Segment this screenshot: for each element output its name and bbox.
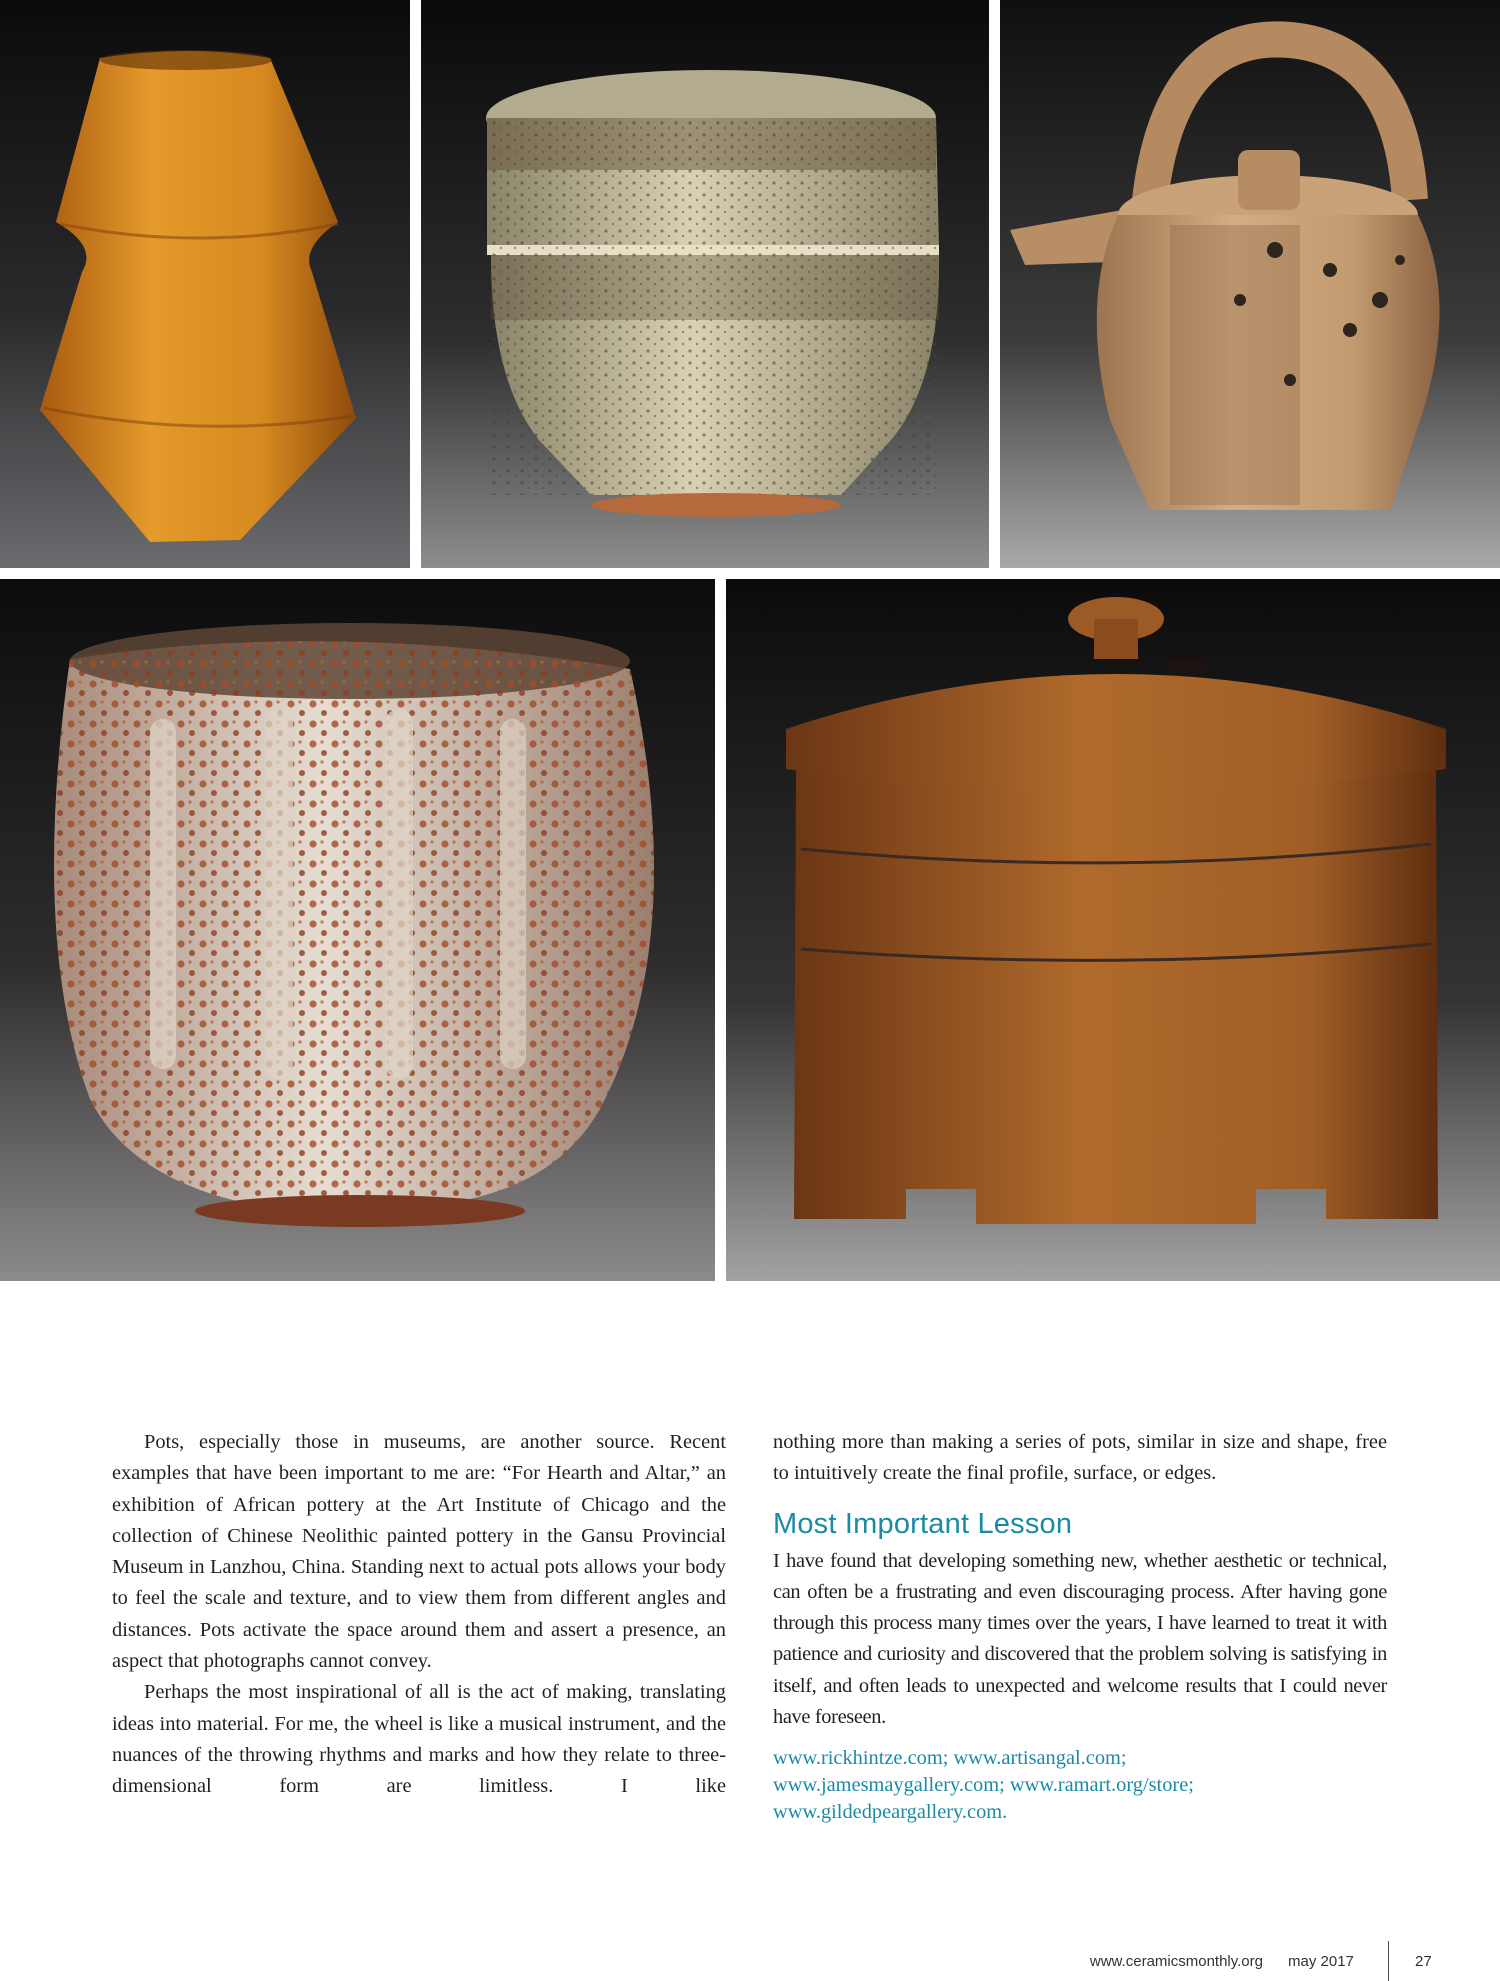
link-jamesmaygallery[interactable]: www.jamesmaygallery.com	[773, 1774, 1000, 1797]
striped-cup-photo	[0, 579, 715, 1281]
link-ramart[interactable]: www.ramart.org/store	[1009, 1774, 1189, 1797]
link-rickhintze[interactable]: www.rickhintze.com	[773, 1747, 943, 1770]
body-paragraph: Perhaps the most inspirational of all is the act of making, translating ideas into material. For me, the wheel is like a musical instrument, and the nuances of the throwing rhythms and marks and how they relate to three-dimensional form are limitless. I like	[112, 1681, 726, 1798]
speckled-lidded-jar-photo	[421, 0, 989, 568]
body-paragraph: I have found that developing something new, whether aesthetic or technical, can often be a frustrating and even discouraging process. After having gone through this process many times over the years, I have learned to treat it with patience and curiosity and discovered that the problem solving is satisfying in itself, and often leads to unexpected and welcome results that I could never have foreseen.	[773, 1549, 1387, 1729]
section-heading: Most Important Lesson	[773, 1507, 1073, 1540]
teapot-photo	[1000, 0, 1500, 568]
body-paragraph: Pots, especially those in museums, are another source. Recent examples that have been important to me are: “For Hearth and Altar,” an exhibition of African pottery at the Art Institute of Chicago and the collection of Chinese Neolithic painted pottery in the Gansu Provincial Museum in Lanzhou, China. Standing next to actual pots allows your body to feel the scale and texture, and to view them from different angles and distances. Pots activate the space around them and assert a presence, an aspect that photographs cannot convey.	[112, 1431, 726, 1673]
footer-website[interactable]: www.ceramicsmonthly.org	[1089, 1953, 1263, 1970]
link-separator: ;	[999, 1774, 1010, 1797]
link-separator: ;	[942, 1747, 954, 1770]
body-paragraph-continuation: nothing more than making a series of pots, similar in size and shape, free to intuitively create the final profile, surface, or edges.	[773, 1431, 1387, 1485]
right-text-column	[773, 1427, 1387, 1826]
link-artisangal[interactable]: www.artisangal.com	[953, 1747, 1121, 1770]
page-footer	[1000, 1953, 1500, 1978]
footer-divider	[1388, 1941, 1389, 1981]
link-gildedpeargallery[interactable]: www.gildedpeargallery.com	[773, 1801, 1003, 1824]
tall-orange-vase-photo	[0, 0, 410, 568]
footer-issue-date: may 2017	[1288, 1953, 1354, 1970]
link-end: .	[1002, 1801, 1008, 1824]
link-separator: ;	[1188, 1774, 1194, 1797]
website-links	[773, 1745, 1387, 1826]
left-text-column	[112, 1427, 726, 1803]
page-number: 27	[1415, 1953, 1432, 1970]
lidded-box-photo	[726, 579, 1500, 1281]
link-separator: ;	[1120, 1747, 1127, 1770]
